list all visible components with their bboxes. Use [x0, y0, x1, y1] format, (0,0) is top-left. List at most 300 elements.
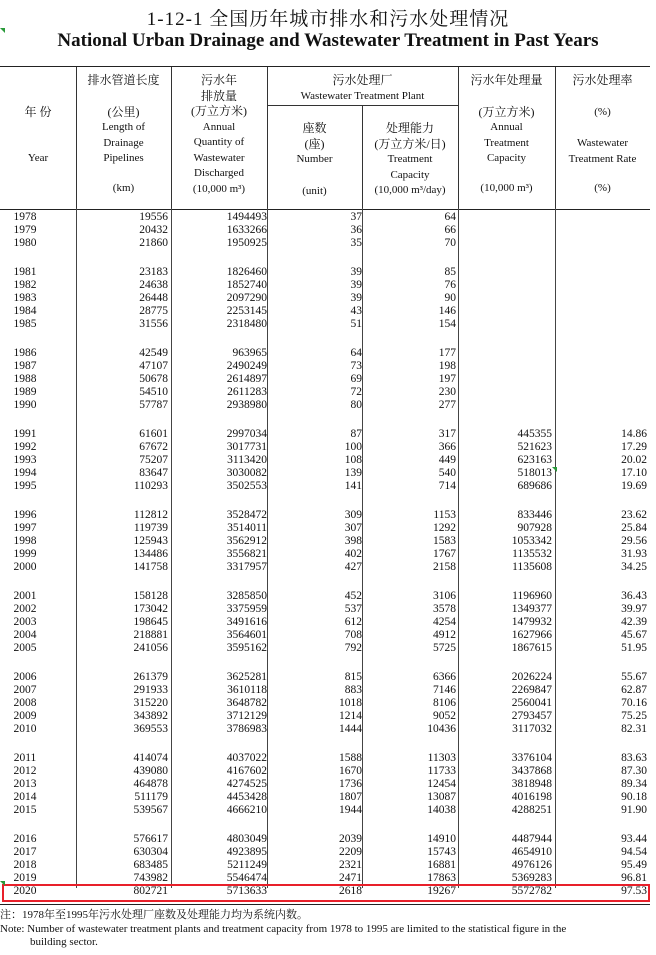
cell-year: 1995	[13, 479, 37, 492]
table-row	[0, 305, 656, 318]
cell-annual: 3818948	[511, 778, 552, 790]
cell-length: 315220	[133, 697, 168, 709]
table-row	[0, 697, 656, 710]
cell-capacity: 1292	[433, 522, 456, 535]
table-row	[0, 441, 656, 454]
cell-length: 241056	[133, 641, 168, 654]
table-row	[0, 318, 656, 331]
cell-quantity: 3317957	[226, 560, 267, 573]
highlight-2020-row	[2, 884, 650, 902]
cell-quantity: 3502553	[226, 479, 267, 492]
cell-rate: 19.69	[621, 479, 647, 492]
cell-number: 37	[350, 211, 362, 223]
table-row	[0, 671, 656, 684]
cell-quantity: 4274525	[226, 778, 267, 790]
cell-year: 2014	[13, 790, 37, 803]
cell-quantity: 1852740	[226, 279, 267, 292]
cell-year: 2012	[13, 765, 37, 778]
cell-length: 539567	[133, 803, 168, 816]
cell-rate: 87.30	[621, 765, 647, 778]
cell-year: 2002	[13, 603, 37, 616]
cell-number: 1807	[339, 790, 362, 803]
table-row	[0, 237, 656, 250]
cell-year: 2018	[13, 859, 37, 871]
table-row	[0, 616, 656, 629]
table-row	[0, 386, 656, 399]
cell-capacity: 198	[438, 360, 456, 373]
cell-annual: 907928	[517, 522, 552, 535]
cell-year: 2007	[13, 684, 37, 697]
cell-rate: 70.16	[621, 697, 647, 709]
cell-year: 1986	[13, 347, 37, 360]
cell-length: 42549	[139, 347, 168, 360]
cell-quantity: 2997034	[226, 428, 267, 441]
cell-rate: 39.97	[621, 603, 647, 616]
cell-capacity: 146	[438, 304, 456, 317]
cell-length: 112812	[133, 509, 168, 522]
table-row	[0, 211, 656, 224]
cell-number: 537	[344, 603, 362, 616]
cell-quantity: 2614897	[226, 373, 267, 385]
cell-length: 26448	[139, 292, 168, 304]
note-english-cont: building sector.	[30, 936, 98, 948]
cell-year: 2000	[13, 560, 37, 573]
cell-quantity: 4453428	[226, 790, 267, 803]
cell-length: 141758	[133, 560, 168, 573]
cell-quantity: 2490249	[226, 360, 267, 373]
cell-capacity: 85	[444, 266, 456, 279]
cell-number: 792	[344, 641, 362, 654]
cell-quantity: 4923895	[226, 846, 267, 859]
cell-number: 87	[350, 428, 362, 441]
cell-annual: 1196960	[512, 590, 552, 603]
cell-number: 139	[344, 466, 362, 479]
cell-number: 43	[350, 304, 362, 317]
table-row	[0, 629, 656, 642]
cell-capacity: 8106	[433, 697, 456, 709]
table-row	[0, 752, 656, 765]
cell-year: 2015	[13, 803, 37, 816]
cell-year: 2004	[13, 628, 37, 641]
cell-quantity: 3514011	[227, 522, 267, 535]
cell-capacity: 3106	[433, 590, 456, 603]
table-row	[0, 509, 656, 522]
cell-annual: 3437868	[511, 765, 552, 778]
cell-year: 1979	[13, 223, 37, 236]
cell-length: 110293	[133, 479, 168, 492]
table-row	[0, 804, 656, 817]
cell-rate: 97.53	[621, 884, 647, 897]
cell-annual: 4487944	[511, 833, 552, 846]
cell-quantity: 3491616	[226, 616, 267, 628]
cell-capacity: 277	[438, 398, 456, 411]
cell-annual: 1135532	[512, 547, 552, 560]
cell-length: 343892	[133, 709, 168, 722]
cell-rate: 20.02	[621, 454, 647, 466]
table-row	[0, 684, 656, 697]
cell-number: 73	[350, 360, 362, 373]
table-row	[0, 522, 656, 535]
cell-quantity: 3556821	[226, 547, 267, 560]
table-row	[0, 872, 656, 885]
cell-number: 39	[350, 266, 362, 279]
cell-annual: 5572782	[511, 884, 552, 897]
cell-annual: 521623	[517, 441, 552, 454]
cell-capacity: 1767	[433, 547, 456, 560]
cell-length: 20432	[139, 223, 168, 236]
table-row	[0, 360, 656, 373]
cell-capacity: 449	[438, 454, 456, 466]
cell-annual: 623163	[517, 454, 552, 466]
cell-length: 134486	[133, 547, 168, 560]
cell-length: 47107	[139, 360, 168, 373]
cell-rate: 34.25	[621, 560, 647, 573]
cell-length: 173042	[133, 603, 168, 616]
cell-year: 2011	[13, 752, 37, 765]
cell-marker-icon	[552, 467, 557, 472]
cell-quantity: 3285850	[226, 590, 267, 603]
cell-quantity: 4167602	[226, 765, 267, 778]
note-english: Note: Number of wastewater treatment plants and treatment capacity from 1978 to 1995 are limited to the statistical figure in the	[0, 923, 567, 935]
cell-number: 35	[350, 236, 362, 249]
cell-capacity: 714	[438, 479, 456, 492]
cell-rate: 94.54	[621, 846, 647, 859]
cell-number: 1018	[339, 697, 362, 709]
cell-marker-icon	[0, 28, 5, 33]
cell-quantity: 3648782	[226, 697, 267, 709]
cell-capacity: 1583	[433, 535, 456, 547]
cell-number: 1444	[339, 722, 362, 735]
cell-length: 683485	[133, 859, 168, 871]
cell-year: 2003	[13, 616, 37, 628]
cell-number: 51	[350, 317, 362, 330]
table-row	[0, 590, 656, 603]
cell-number: 452	[344, 590, 362, 603]
cell-quantity: 5713633	[226, 884, 267, 897]
cell-annual: 689686	[517, 479, 552, 492]
cell-capacity: 317	[438, 428, 456, 441]
cell-capacity: 1153	[433, 509, 456, 522]
table-row	[0, 279, 656, 292]
cell-year: 1978	[13, 211, 37, 223]
cell-annual: 2793457	[511, 709, 552, 722]
cell-capacity: 2158	[433, 560, 456, 573]
cell-capacity: 17863	[427, 871, 456, 884]
cell-capacity: 76	[444, 279, 456, 292]
cell-length: 21860	[139, 236, 168, 249]
cell-length: 31556	[139, 317, 168, 330]
cell-annual: 3376104	[511, 752, 552, 765]
cell-rate: 62.87	[621, 684, 647, 697]
cell-year: 2005	[13, 641, 37, 654]
cell-year: 1980	[13, 236, 37, 249]
cell-annual: 1135608	[512, 560, 552, 573]
cell-quantity: 3595162	[226, 641, 267, 654]
cell-number: 309	[344, 509, 362, 522]
cell-rate: 83.63	[621, 752, 647, 765]
cell-rate: 31.93	[621, 547, 647, 560]
cell-year: 2013	[13, 778, 37, 790]
cell-year: 2016	[13, 833, 37, 846]
header-capacity: 处理能力 (万立方米/日) Treatment Capacity (10,000 m³/day)	[374, 121, 446, 196]
cell-capacity: 4912	[433, 628, 456, 641]
header-plant: 污水处理厂 Wastewater Treatment Plant	[300, 73, 425, 102]
cell-annual: 1053342	[511, 535, 552, 547]
cell-number: 108	[344, 454, 362, 466]
cell-year: 2009	[13, 709, 37, 722]
cell-annual: 833446	[517, 509, 552, 522]
cell-number: 2209	[339, 846, 362, 859]
cell-length: 19556	[139, 211, 168, 223]
cell-annual: 1479932	[511, 616, 552, 628]
cell-quantity: 3564601	[226, 628, 267, 641]
cell-length: 125943	[133, 535, 168, 547]
cell-capacity: 90	[444, 292, 456, 304]
cell-number: 100	[344, 441, 362, 454]
cell-length: 291933	[133, 684, 168, 697]
table-row	[0, 428, 656, 441]
cell-rate: 55.67	[621, 671, 647, 684]
cell-length: 50678	[139, 373, 168, 385]
cell-length: 61601	[139, 428, 168, 441]
table-row	[0, 710, 656, 723]
table-row	[0, 399, 656, 412]
cell-annual: 1867615	[511, 641, 552, 654]
cell-quantity: 1494493	[226, 211, 267, 223]
cell-capacity: 70	[444, 236, 456, 249]
cell-year: 1993	[13, 454, 37, 466]
cell-number: 141	[344, 479, 362, 492]
cell-length: 414074	[133, 752, 168, 765]
cell-number: 1214	[339, 709, 362, 722]
table-row	[0, 548, 656, 561]
cell-number: 69	[350, 373, 362, 385]
cell-number: 427	[344, 560, 362, 573]
cell-quantity: 3528472	[226, 509, 267, 522]
cell-rate: 23.62	[621, 509, 647, 522]
cell-annual: 1627966	[511, 628, 552, 641]
cell-length: 24638	[139, 279, 168, 292]
cell-capacity: 154	[438, 317, 456, 330]
cell-number: 2471	[339, 871, 362, 884]
cell-rate: 42.39	[621, 616, 647, 628]
cell-capacity: 11733	[427, 765, 456, 778]
cell-number: 80	[350, 398, 362, 411]
cell-length: 57787	[139, 398, 168, 411]
cell-year: 2006	[13, 671, 37, 684]
cell-year: 2010	[13, 722, 37, 735]
cell-quantity: 3113420	[227, 454, 267, 466]
header-treatment-rate: 污水处理率 (%) Wastewater Treatment Rate (%)	[568, 73, 637, 194]
cell-length: 576617	[133, 833, 168, 846]
cell-year: 2019	[13, 871, 37, 884]
cell-year: 1982	[13, 279, 37, 292]
cell-year: 1989	[13, 385, 37, 398]
cell-rate: 29.56	[621, 535, 647, 547]
cell-number: 307	[344, 522, 362, 535]
cell-length: 198645	[133, 616, 168, 628]
cell-number: 612	[344, 616, 362, 628]
cell-rate: 89.34	[621, 778, 647, 790]
cell-number: 2321	[339, 859, 362, 871]
cell-quantity: 3625281	[226, 671, 267, 684]
cell-capacity: 197	[438, 373, 456, 385]
cell-year: 1992	[13, 441, 37, 454]
cell-capacity: 3578	[433, 603, 456, 616]
table-row	[0, 561, 656, 574]
cell-quantity: 2253145	[226, 304, 267, 317]
header-quantity: 污水年 排放量 (万立方米) Annual Quantity of Wastewater Discharged (10,000 m³)	[191, 73, 247, 195]
cell-number: 708	[344, 628, 362, 641]
cell-capacity: 177	[438, 347, 456, 360]
table-row	[0, 603, 656, 616]
table-row	[0, 535, 656, 548]
header-number: 座数 (座) Number (unit)	[296, 121, 333, 197]
table-row	[0, 833, 656, 846]
cell-year: 1990	[13, 398, 37, 411]
cell-rate: 25.84	[621, 522, 647, 535]
cell-annual: 4288251	[511, 803, 552, 816]
cell-year: 1981	[13, 266, 37, 279]
cell-length: 28775	[139, 304, 168, 317]
cell-capacity: 19267	[427, 884, 456, 897]
cell-capacity: 5725	[433, 641, 456, 654]
cell-quantity: 1633266	[226, 223, 267, 236]
cell-rate: 17.29	[621, 441, 647, 454]
cell-capacity: 7146	[433, 684, 456, 697]
cell-capacity: 366	[438, 441, 456, 454]
cell-year: 2017	[13, 846, 37, 859]
cell-length: 261379	[133, 671, 168, 684]
cell-capacity: 6366	[433, 671, 456, 684]
cell-rate: 91.90	[621, 803, 647, 816]
cell-number: 72	[350, 385, 362, 398]
cell-quantity: 3375959	[226, 603, 267, 616]
cell-quantity: 1950925	[226, 236, 267, 249]
cell-annual: 4654910	[511, 846, 552, 859]
table-row	[0, 642, 656, 655]
cell-capacity: 16881	[427, 859, 456, 871]
cell-capacity: 13087	[427, 790, 456, 803]
cell-number: 883	[344, 684, 362, 697]
cell-length: 158128	[133, 590, 168, 603]
cell-number: 1736	[339, 778, 362, 790]
cell-length: 119739	[133, 522, 168, 535]
cell-capacity: 11303	[427, 752, 456, 765]
cell-capacity: 64	[444, 211, 456, 223]
title-chinese: 1-12-1 全国历年城市排水和污水处理情况	[146, 9, 510, 30]
table-row	[0, 347, 656, 360]
cell-quantity: 2318480	[226, 317, 267, 330]
cell-length: 218881	[133, 628, 168, 641]
cell-number: 815	[344, 671, 362, 684]
cell-capacity: 14038	[427, 803, 456, 816]
cell-year: 1987	[13, 360, 37, 373]
cell-rate: 95.49	[621, 859, 647, 871]
cell-quantity: 3017731	[226, 441, 267, 454]
cell-rate: 51.95	[621, 641, 647, 654]
cell-quantity: 4666210	[226, 803, 267, 816]
table-row	[0, 454, 656, 467]
cell-annual: 2026224	[511, 671, 552, 684]
cell-year: 2001	[13, 590, 37, 603]
cell-rate: 96.81	[621, 871, 647, 884]
cell-number: 1670	[339, 765, 362, 778]
cell-year: 1984	[13, 304, 37, 317]
cell-number: 1944	[339, 803, 362, 816]
table-row	[0, 224, 656, 237]
cell-annual: 445355	[517, 428, 552, 441]
table-row	[0, 791, 656, 804]
cell-quantity: 3030082	[226, 466, 267, 479]
cell-number: 2618	[339, 884, 362, 897]
cell-year: 1996	[13, 509, 37, 522]
cell-capacity: 9052	[433, 709, 456, 722]
cell-quantity: 963965	[232, 347, 267, 360]
cell-rate: 14.86	[621, 428, 647, 441]
cell-capacity: 10436	[427, 722, 456, 735]
cell-quantity: 3712129	[226, 709, 267, 722]
cell-annual: 4016198	[511, 790, 552, 803]
table-row	[0, 480, 656, 493]
cell-number: 398	[344, 535, 362, 547]
cell-length: 83647	[139, 466, 168, 479]
cell-rate: 82.31	[621, 722, 647, 735]
cell-number: 39	[350, 292, 362, 304]
cell-capacity: 230	[438, 385, 456, 398]
note-chinese: 注：1978年至1995年污水处理厂座数及处理能力均为系统内数。	[0, 909, 308, 921]
cell-quantity: 5211249	[227, 859, 267, 871]
cell-year: 1999	[13, 547, 37, 560]
cell-rate: 36.43	[621, 590, 647, 603]
cell-annual: 2269847	[511, 684, 552, 697]
cell-length: 23183	[139, 266, 168, 279]
table-header	[0, 66, 650, 210]
cell-length: 369553	[133, 722, 168, 735]
cell-number: 39	[350, 279, 362, 292]
cell-annual: 4976126	[511, 859, 552, 871]
cell-capacity: 66	[444, 223, 456, 236]
cell-length: 802721	[133, 884, 168, 897]
cell-year: 1998	[13, 535, 37, 547]
cell-length: 464878	[133, 778, 168, 790]
cell-annual: 2560041	[511, 697, 552, 709]
title-english: National Urban Drainage and Wastewater Treatment in Past Years	[57, 30, 599, 51]
cell-year: 1983	[13, 292, 37, 304]
cell-year: 1994	[13, 466, 37, 479]
cell-length: 67672	[139, 441, 168, 454]
cell-capacity: 15743	[427, 846, 456, 859]
cell-length: 743982	[133, 871, 168, 884]
cell-rate: 93.44	[621, 833, 647, 846]
cell-year: 1988	[13, 373, 37, 385]
cell-year: 1997	[13, 522, 37, 535]
cell-number: 36	[350, 223, 362, 236]
cell-length: 511179	[134, 790, 168, 803]
cell-quantity: 2097290	[226, 292, 267, 304]
cell-quantity: 4037022	[226, 752, 267, 765]
cell-length: 439080	[133, 765, 168, 778]
table-row	[0, 859, 656, 872]
cell-annual: 5369283	[511, 871, 552, 884]
cell-year: 1985	[13, 317, 37, 330]
cell-capacity: 4254	[433, 616, 456, 628]
table-row	[0, 846, 656, 859]
table-row	[0, 373, 656, 386]
cell-length: 54510	[139, 385, 168, 398]
cell-quantity: 2611283	[227, 385, 267, 398]
cell-marker-icon	[0, 881, 5, 886]
